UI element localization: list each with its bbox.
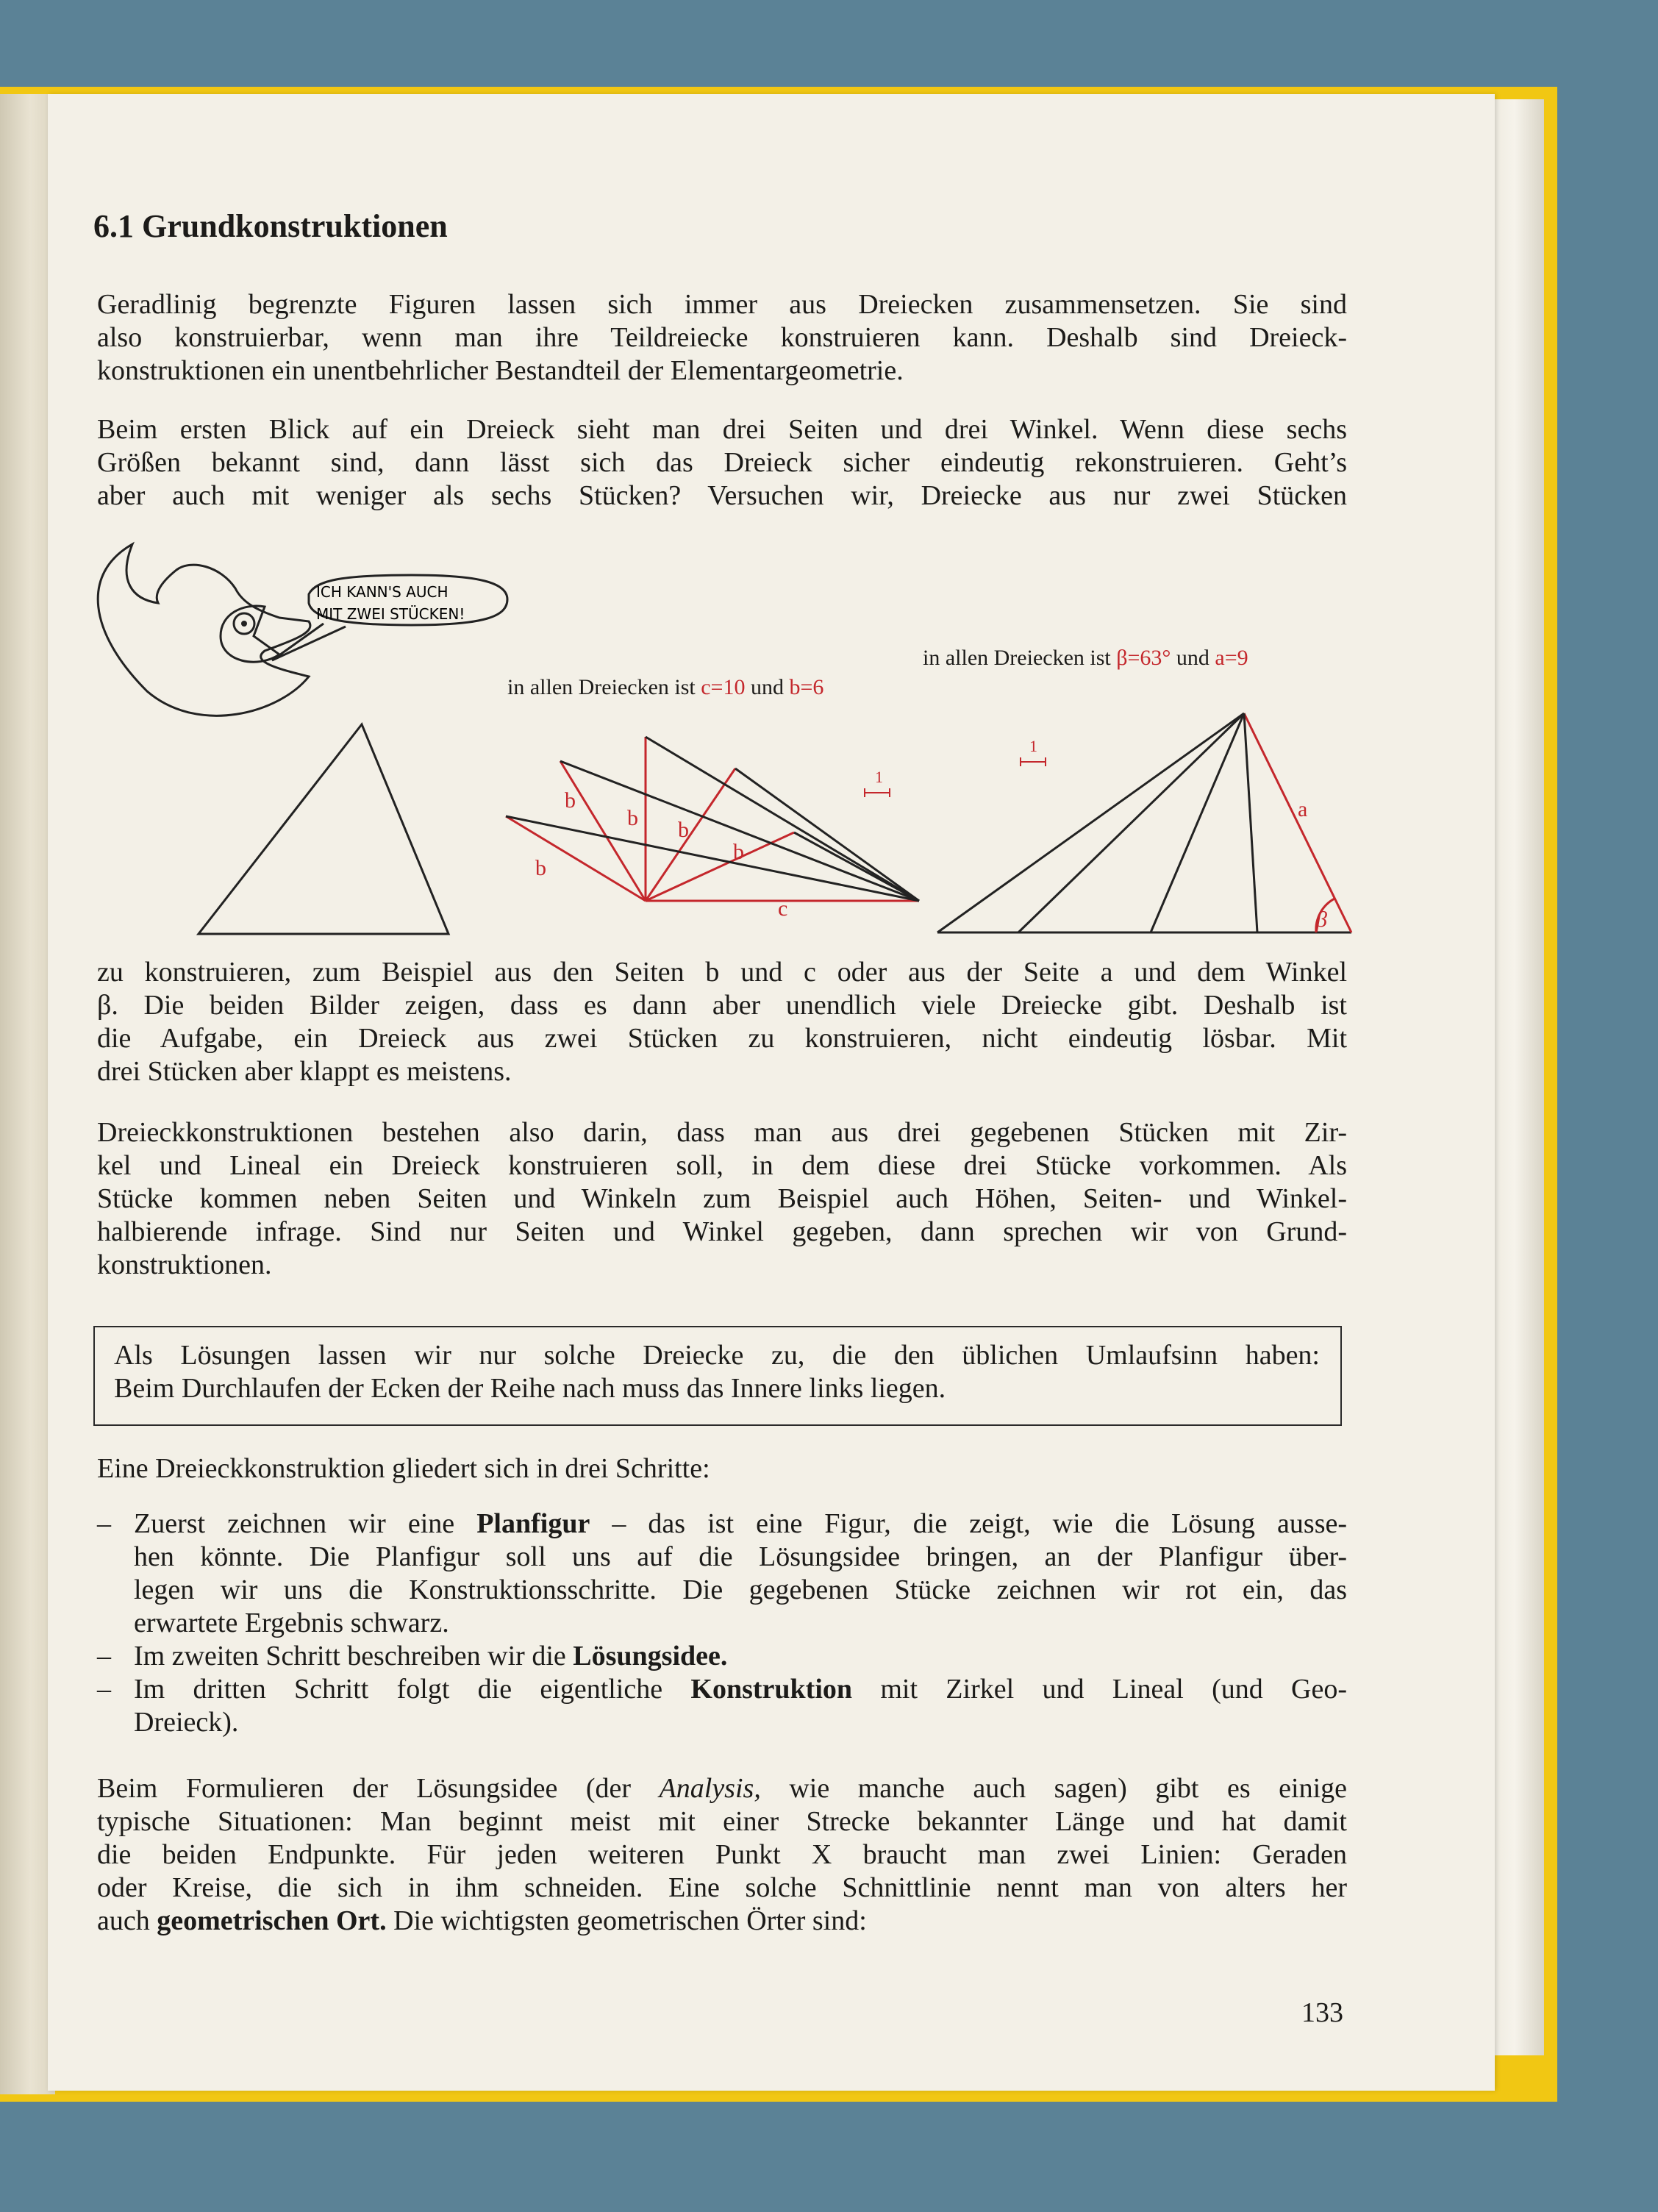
label-b: b	[565, 788, 576, 813]
caption-mid-c: c=10	[701, 675, 746, 699]
page-number: 133	[1301, 1997, 1343, 2028]
text-line	[97, 1905, 1347, 1938]
caption-right-prefix: in allen Dreiecken ist	[923, 646, 1111, 670]
text-span: wie manche auch sagen) gibt es einige	[760, 1773, 1348, 1804]
paragraph-2	[97, 413, 1347, 513]
text-span: Zuerst zeichnen wir eine	[134, 1508, 477, 1539]
text-line	[97, 1772, 1347, 1805]
scale-label: 1	[1029, 737, 1037, 755]
text-line: kel und Lineal ein Dreieck konstruieren soll, in dem diese drei Stücke vorkommen. Als	[97, 1150, 1347, 1181]
text-span: Im zweiten Schritt beschreiben wir die	[134, 1641, 573, 1672]
paragraph-4	[97, 1116, 1347, 1282]
paragraph-1	[97, 288, 1347, 388]
text-line: Beim Durchlaufen der Ecken der Reihe nach muss das Innere links liegen.	[114, 1373, 946, 1404]
steps-list	[97, 1508, 1347, 1739]
text-line: konstruktionen.	[97, 1249, 272, 1280]
text-line: β. Die beiden Bilder zeigen, dass es dann aber unendlich viele Dreiecke gibt. Deshalb ist	[97, 990, 1347, 1021]
label-a: a	[1298, 797, 1308, 821]
text-line: Stücke kommen neben Seiten und Winkeln zum Beispiel auch Höhen, Seiten- und Winkel-	[97, 1183, 1347, 1214]
text-line: Größen bekannt sind, dann lässt sich das Dreieck sicher eindeutig rekonstruieren. Geht’s	[97, 447, 1347, 478]
figure-fan-angle	[937, 713, 1351, 932]
label-b: b	[733, 840, 744, 864]
text-span: Beim Formulieren der Lösungsidee (der	[97, 1773, 660, 1804]
cartoon-body	[98, 544, 310, 716]
label-c: c	[778, 896, 788, 921]
scale-bar	[865, 788, 890, 797]
rule-box-text	[114, 1339, 1320, 1405]
text-span: mit Zirkel und Lineal (und Geo-	[852, 1674, 1348, 1705]
text-line	[134, 1640, 1347, 1673]
left-page-edge	[0, 94, 55, 2094]
scale-label: 1	[875, 768, 883, 786]
caption-mid	[507, 675, 823, 700]
label-b: b	[678, 818, 689, 842]
paragraph-6	[97, 1772, 1347, 1938]
cartoon-pupil	[241, 621, 247, 627]
text-line: drei Stücken aber klappt es meistens.	[97, 1056, 512, 1087]
scale-bar	[1021, 757, 1046, 766]
speech-bubble-line-1: ICH KANN'S AUCH	[316, 583, 449, 601]
text-line	[134, 1673, 1347, 1706]
side-line	[1018, 713, 1244, 932]
bullet-dash: –	[97, 1508, 111, 1539]
side-line	[1244, 713, 1257, 932]
text-line: Eine Dreieckkonstruktion gliedert sich in drei Schritte:	[97, 1453, 710, 1484]
caption-right-beta: β=63°	[1116, 646, 1171, 670]
text-line: Dreieckkonstruktionen bestehen also darin, dass man aus drei gegebenen Stücken mit Zir-	[97, 1117, 1347, 1148]
label-beta: β	[1316, 907, 1327, 932]
plain-triangle	[199, 724, 449, 934]
cartoon-figure	[98, 544, 507, 716]
bold-term: Konstruktion	[690, 1674, 853, 1705]
caption-mid-and: und	[750, 675, 784, 699]
paragraph-5	[97, 1452, 1347, 1485]
text-line: die beiden Endpunkte. Für jeden weiteren Punkt X braucht man zwei Linien: Geraden	[97, 1839, 1347, 1870]
text-line: Als Lösungen lassen wir nur solche Dreiecke zu, die den üblichen Umlaufsinn haben:	[114, 1340, 1320, 1371]
speech-bubble-line-2: MIT ZWEI STÜCKEN!	[316, 605, 465, 623]
text-line: erwartete Ergebnis schwarz.	[134, 1608, 449, 1638]
text-line: Beim ersten Blick auf ein Dreieck sieht man drei Seiten und drei Winkel. Wenn diese sechs	[97, 414, 1347, 445]
text-line	[134, 1508, 1347, 1541]
list-item	[97, 1508, 1347, 1640]
bullet-dash: –	[97, 1641, 111, 1672]
text-line: oder Kreise, die sich in ihm schneiden. Eine solche Schnittlinie nennt man von alters her	[97, 1872, 1347, 1903]
bold-term: Planfigur	[476, 1508, 590, 1539]
side-a-line	[506, 816, 919, 901]
side-a-line	[560, 761, 919, 901]
text-line: die Aufgabe, ein Dreieck aus zwei Stücken zu konstruieren, nicht eindeutig lösbar. Mit	[97, 1023, 1347, 1054]
text-span: Im dritten Schritt folgt die eigentliche	[134, 1674, 691, 1705]
caption-right-and: und	[1176, 646, 1209, 670]
text-span: – das ist eine Figur, die zeigt, wie die Lösung ausse-	[590, 1508, 1347, 1539]
text-line: halbierende infrage. Sind nur Seiten und Winkel gegeben, dann sprechen wir von Grund-	[97, 1216, 1347, 1247]
text-line: typische Situationen: Man beginnt meist mit einer Strecke bekannter Länge und hat damit	[97, 1806, 1347, 1837]
italic-term: Analysis,	[659, 1773, 761, 1804]
side-b-line	[506, 816, 646, 901]
text-span: Die wichtigsten geometrischen Örter sind:	[386, 1905, 867, 1936]
text-line: Dreieck).	[134, 1707, 239, 1738]
caption-right	[923, 646, 1248, 671]
bold-term: geometrischen Ort.	[157, 1905, 387, 1936]
paragraph-3	[97, 956, 1347, 1088]
label-b: b	[535, 856, 546, 880]
text-line: legen wir uns die Konstruktionsschritte. Die gegebenen Stücke zeichnen wir rot ein, das	[134, 1574, 1347, 1605]
text-line: Geradlinig begrenzte Figuren lassen sich immer aus Dreiecken zusammensetzen. Sie sind	[97, 289, 1347, 320]
text-span: auch	[97, 1905, 157, 1936]
text-line: also konstruierbar, wenn man ihre Teildreiecke konstruieren kann. Deshalb sind Dreieck-	[97, 322, 1347, 353]
figures-svg	[0, 529, 1658, 956]
list-item	[97, 1640, 1347, 1673]
text-line: hen könnte. Die Planfigur soll uns auf die Lösungsidee bringen, an der Planfigur über-	[134, 1541, 1347, 1572]
rule-box	[93, 1326, 1342, 1426]
side-a-line	[1244, 713, 1351, 932]
text-line: zu konstruieren, zum Beispiel aus den Seiten b und c oder aus der Seite a und dem Winkel	[97, 957, 1347, 988]
text-line: konstruktionen ein unentbehrlicher Bestandteil der Elementargeometrie.	[97, 355, 904, 386]
caption-mid-b: b=6	[789, 675, 824, 699]
figure-fan-sides	[506, 737, 919, 921]
bullet-dash: –	[97, 1674, 111, 1705]
page-heading: 6.1 Grundkonstruktionen	[93, 208, 448, 244]
list-item	[97, 1673, 1347, 1739]
caption-mid-prefix: in allen Dreiecken ist	[507, 675, 696, 699]
label-b: b	[627, 806, 638, 830]
caption-right-a: a=9	[1215, 646, 1248, 670]
text-line: aber auch mit weniger als sechs Stücken? Versuchen wir, Dreiecke aus nur zwei Stücken	[97, 480, 1347, 511]
side-a-line	[794, 832, 919, 901]
bold-term: Lösungsidee.	[573, 1641, 728, 1672]
